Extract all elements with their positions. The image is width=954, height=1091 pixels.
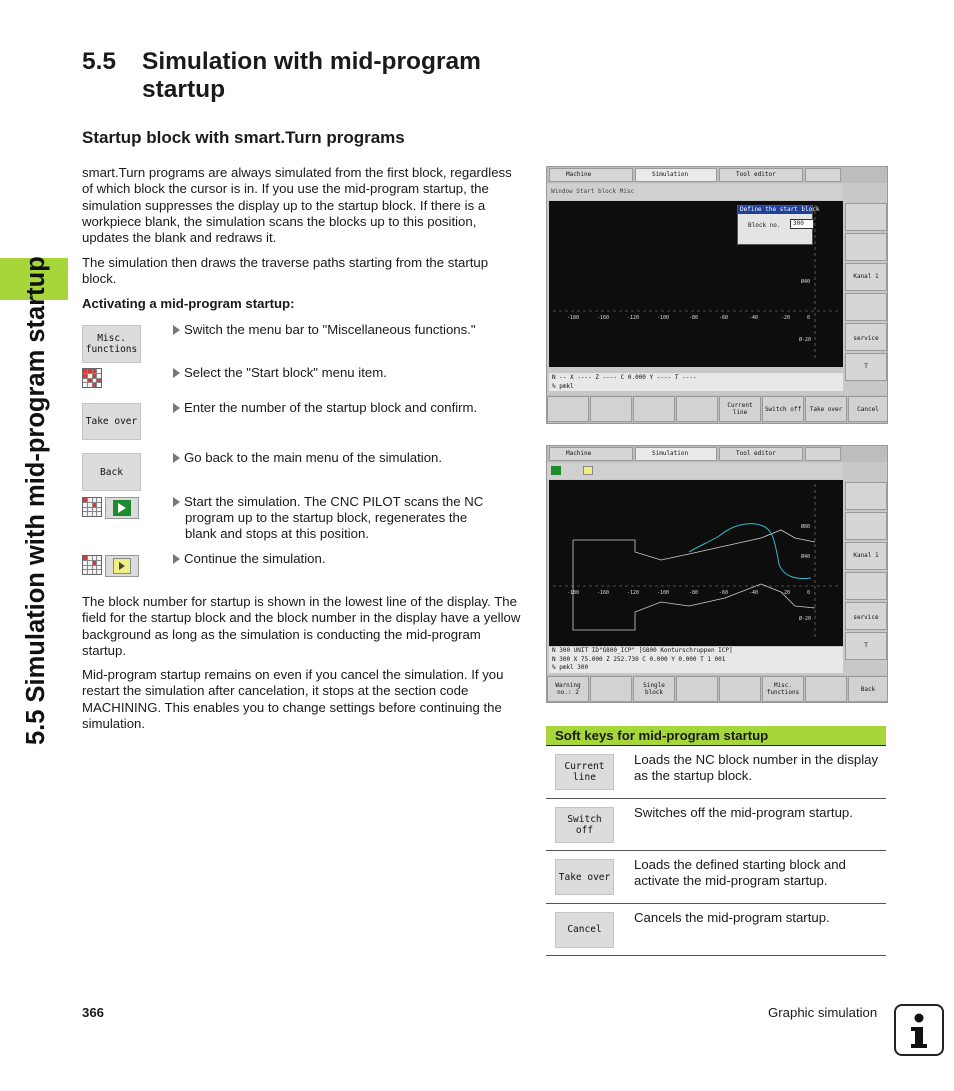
axis-tick-y: Ø-20 (799, 616, 812, 622)
side-key-kanal[interactable]: Kanal 1 (845, 542, 887, 570)
row-description: Loads the defined starting block and activate the mid-program startup. (634, 857, 846, 889)
side-key[interactable] (845, 512, 887, 540)
tab-machine[interactable]: Machine (549, 168, 633, 182)
play-icon (105, 497, 139, 519)
softkey-bar (547, 675, 888, 703)
side-key[interactable] (845, 203, 887, 231)
axis-tick-x: -100 (657, 315, 670, 321)
status-line: N 300 UNIT ID"G800_ICP" [G800 Konturschruppen ICP] N 300 X 75.000 Z 252.730 C 0.000 Y 0.000 T 1 001 % pmkl 300 (549, 647, 843, 673)
axis-tick-x: -100 (657, 590, 670, 596)
page-number: 366 (82, 1005, 105, 1020)
start-block-dialog (737, 205, 820, 245)
step-text: Go back to the main menu of the simulation. (173, 450, 523, 466)
side-key[interactable] (845, 233, 887, 261)
block-number-input[interactable]: 300 (790, 219, 814, 229)
table-row (546, 746, 886, 799)
step-text: Enter the number of the startup block and confirm. (173, 400, 523, 416)
simulation-screen (549, 480, 843, 646)
side-key-service[interactable]: service (845, 602, 887, 630)
back-key[interactable]: Back (82, 453, 141, 491)
softkey-empty[interactable] (805, 676, 847, 702)
take-over-key[interactable]: Take over (555, 859, 614, 895)
table-heading: Soft keys for mid-program startup (546, 726, 886, 746)
softkey-take-over[interactable]: Take over (805, 396, 847, 422)
tab-simulation[interactable]: Simulation (635, 168, 717, 182)
menu-toolbar[interactable]: Window Start block Misc (547, 184, 843, 200)
window-tabs (547, 446, 888, 462)
simulation-screen (549, 201, 843, 367)
axis-tick-x: -120 (627, 315, 640, 321)
axis-tick-y: Ø80 (801, 524, 811, 530)
axis-tick-x: -80 (689, 315, 699, 321)
axis-tick-x: -80 (689, 590, 699, 596)
continue-icon[interactable] (583, 466, 593, 475)
tab-machine[interactable]: Machine (549, 447, 633, 461)
tool-t-icon[interactable]: T (845, 632, 887, 660)
outro-paragraph: Mid-program startup remains on even if you cancel the simulation. If you restart the simulation after cancelation, it stops at the section code MACHINING. This enables you to change settings before continuing the simulation. (82, 667, 504, 731)
tab-simulation[interactable]: Simulation (635, 447, 717, 461)
subsection-title: Startup block with smart.Turn programs (82, 128, 405, 147)
outro-paragraph: The block number for startup is shown in the lowest line of the display. The field for the startup block and the block number in the display have a yellow background as long as the simulation is conducting the mid-program startup. (82, 594, 521, 658)
softkey-current-line[interactable]: Current line (719, 396, 761, 422)
side-key[interactable] (845, 572, 887, 600)
softkey-single-block[interactable]: Single block (633, 676, 675, 702)
softkey-empty[interactable] (590, 396, 632, 422)
axis-tick-x: -180 (567, 590, 580, 596)
axis-tick-x: -60 (719, 590, 729, 596)
intro-paragraph: The simulation then draws the traverse paths starting from the startup block. (82, 255, 489, 287)
take-over-key[interactable]: Take over (82, 403, 141, 440)
table-row (546, 904, 886, 957)
softkey-cancel[interactable]: Cancel (848, 396, 888, 422)
tab-extra[interactable] (805, 168, 841, 182)
play-icon[interactable] (551, 466, 561, 475)
side-key[interactable] (845, 482, 887, 510)
side-key[interactable] (845, 293, 887, 321)
continue-icon (105, 555, 139, 577)
axis-tick-y: Ø-20 (799, 337, 812, 343)
tab-tool-editor[interactable]: Tool editor (719, 168, 803, 182)
table-row (546, 799, 886, 852)
axis-tick-x: -120 (627, 590, 640, 596)
tab-tool-editor[interactable]: Tool editor (719, 447, 803, 461)
dialog-label: Block no. (748, 222, 781, 229)
side-key-kanal[interactable]: Kanal 1 (845, 263, 887, 291)
arrow-icon (173, 497, 180, 507)
info-icon (894, 1004, 944, 1056)
continue-simulation-icon[interactable] (82, 555, 139, 577)
table-row (546, 851, 886, 904)
softkey-misc-functions[interactable]: Misc. functions (762, 676, 804, 702)
axis-tick-x: 0 (807, 315, 811, 321)
arrow-icon (173, 325, 180, 335)
procedure-heading: Activating a mid-program startup: (82, 296, 295, 311)
softkey-bar (547, 395, 888, 423)
step-text: Switch the menu bar to "Miscellaneous functions." (173, 322, 523, 338)
softkey-graphic[interactable] (676, 676, 718, 702)
tab-extra[interactable] (805, 447, 841, 461)
softkey-empty[interactable] (633, 396, 675, 422)
axis-tick-x: -40 (749, 590, 759, 596)
axis-tick-x: -160 (597, 315, 610, 321)
screenshot-start-block-dialog (546, 166, 888, 424)
misc-functions-key[interactable]: Misc. functions (82, 325, 141, 363)
cancel-key[interactable]: Cancel (555, 912, 614, 948)
axis-tick-x: -20 (781, 315, 791, 321)
row-description: Cancels the mid-program startup. (634, 909, 830, 925)
softkey-empty[interactable] (676, 396, 718, 422)
softkey-graphic[interactable] (719, 676, 761, 702)
softkey-table (546, 726, 886, 956)
softkey-warning[interactable]: Warning no.: 2 (547, 676, 589, 702)
status-line: N -- X ---- Z ---- C 0.000 Y ---- T ---- % pmkl (549, 373, 843, 391)
row-description: Switches off the mid-program startup. (634, 804, 853, 820)
menu-toolbar[interactable] (547, 463, 843, 479)
window-tabs (547, 167, 888, 183)
footer-label: Graphic simulation (768, 1005, 878, 1020)
axis-tick-y: Ø40 (801, 279, 811, 285)
tool-t-icon[interactable]: T (845, 353, 887, 381)
side-key-service[interactable]: service (845, 323, 887, 351)
start-simulation-icon[interactable] (82, 497, 139, 519)
softkey-back[interactable]: Back (848, 676, 888, 702)
axis-tick-x: -160 (597, 590, 610, 596)
row-description: Loads the NC block number in the display as the startup block. (634, 752, 879, 784)
axis-tick-x: -40 (749, 315, 759, 321)
arrow-icon (173, 554, 180, 564)
axis-tick-x: -180 (567, 315, 580, 321)
axis-tick-x: -20 (781, 590, 791, 596)
start-block-grid-icon[interactable] (82, 368, 102, 388)
intro-paragraph: smart.Turn programs are always simulated from the first block, regardless of which block the cursor is in. If you use the mid-program startup, the simulation suppresses the display up to the startup block. If there is a workpiece blank, the simulation scans the blocks up to this position, updates the blank and redraws it. (82, 165, 512, 246)
screenshot-simulation-running (546, 445, 888, 703)
side-tab: 5.5 Simulation with mid-program startup (22, 256, 50, 745)
softkey-empty[interactable] (590, 676, 632, 702)
arrow-icon (173, 453, 180, 463)
softkey-empty[interactable] (547, 396, 589, 422)
step-text: Continue the simulation. (173, 551, 523, 567)
step-text: Select the "Start block" menu item. (173, 365, 523, 381)
switch-off-key[interactable]: Switch off (555, 807, 614, 843)
step-text: Start the simulation. The CNC PILOT scans the NC program up to the startup block, regenerates the blank and stops at this position. (173, 494, 523, 542)
arrow-icon (173, 403, 180, 413)
axis-tick-x: 0 (807, 590, 811, 596)
current-line-key[interactable]: Current line (555, 754, 614, 790)
arrow-icon (173, 368, 180, 378)
softkey-switch-off[interactable]: Switch off (762, 396, 804, 422)
axis-tick-x: -60 (719, 315, 729, 321)
dialog-title: Define the start block (740, 206, 820, 213)
axis-tick-y: Ø40 (801, 554, 811, 560)
